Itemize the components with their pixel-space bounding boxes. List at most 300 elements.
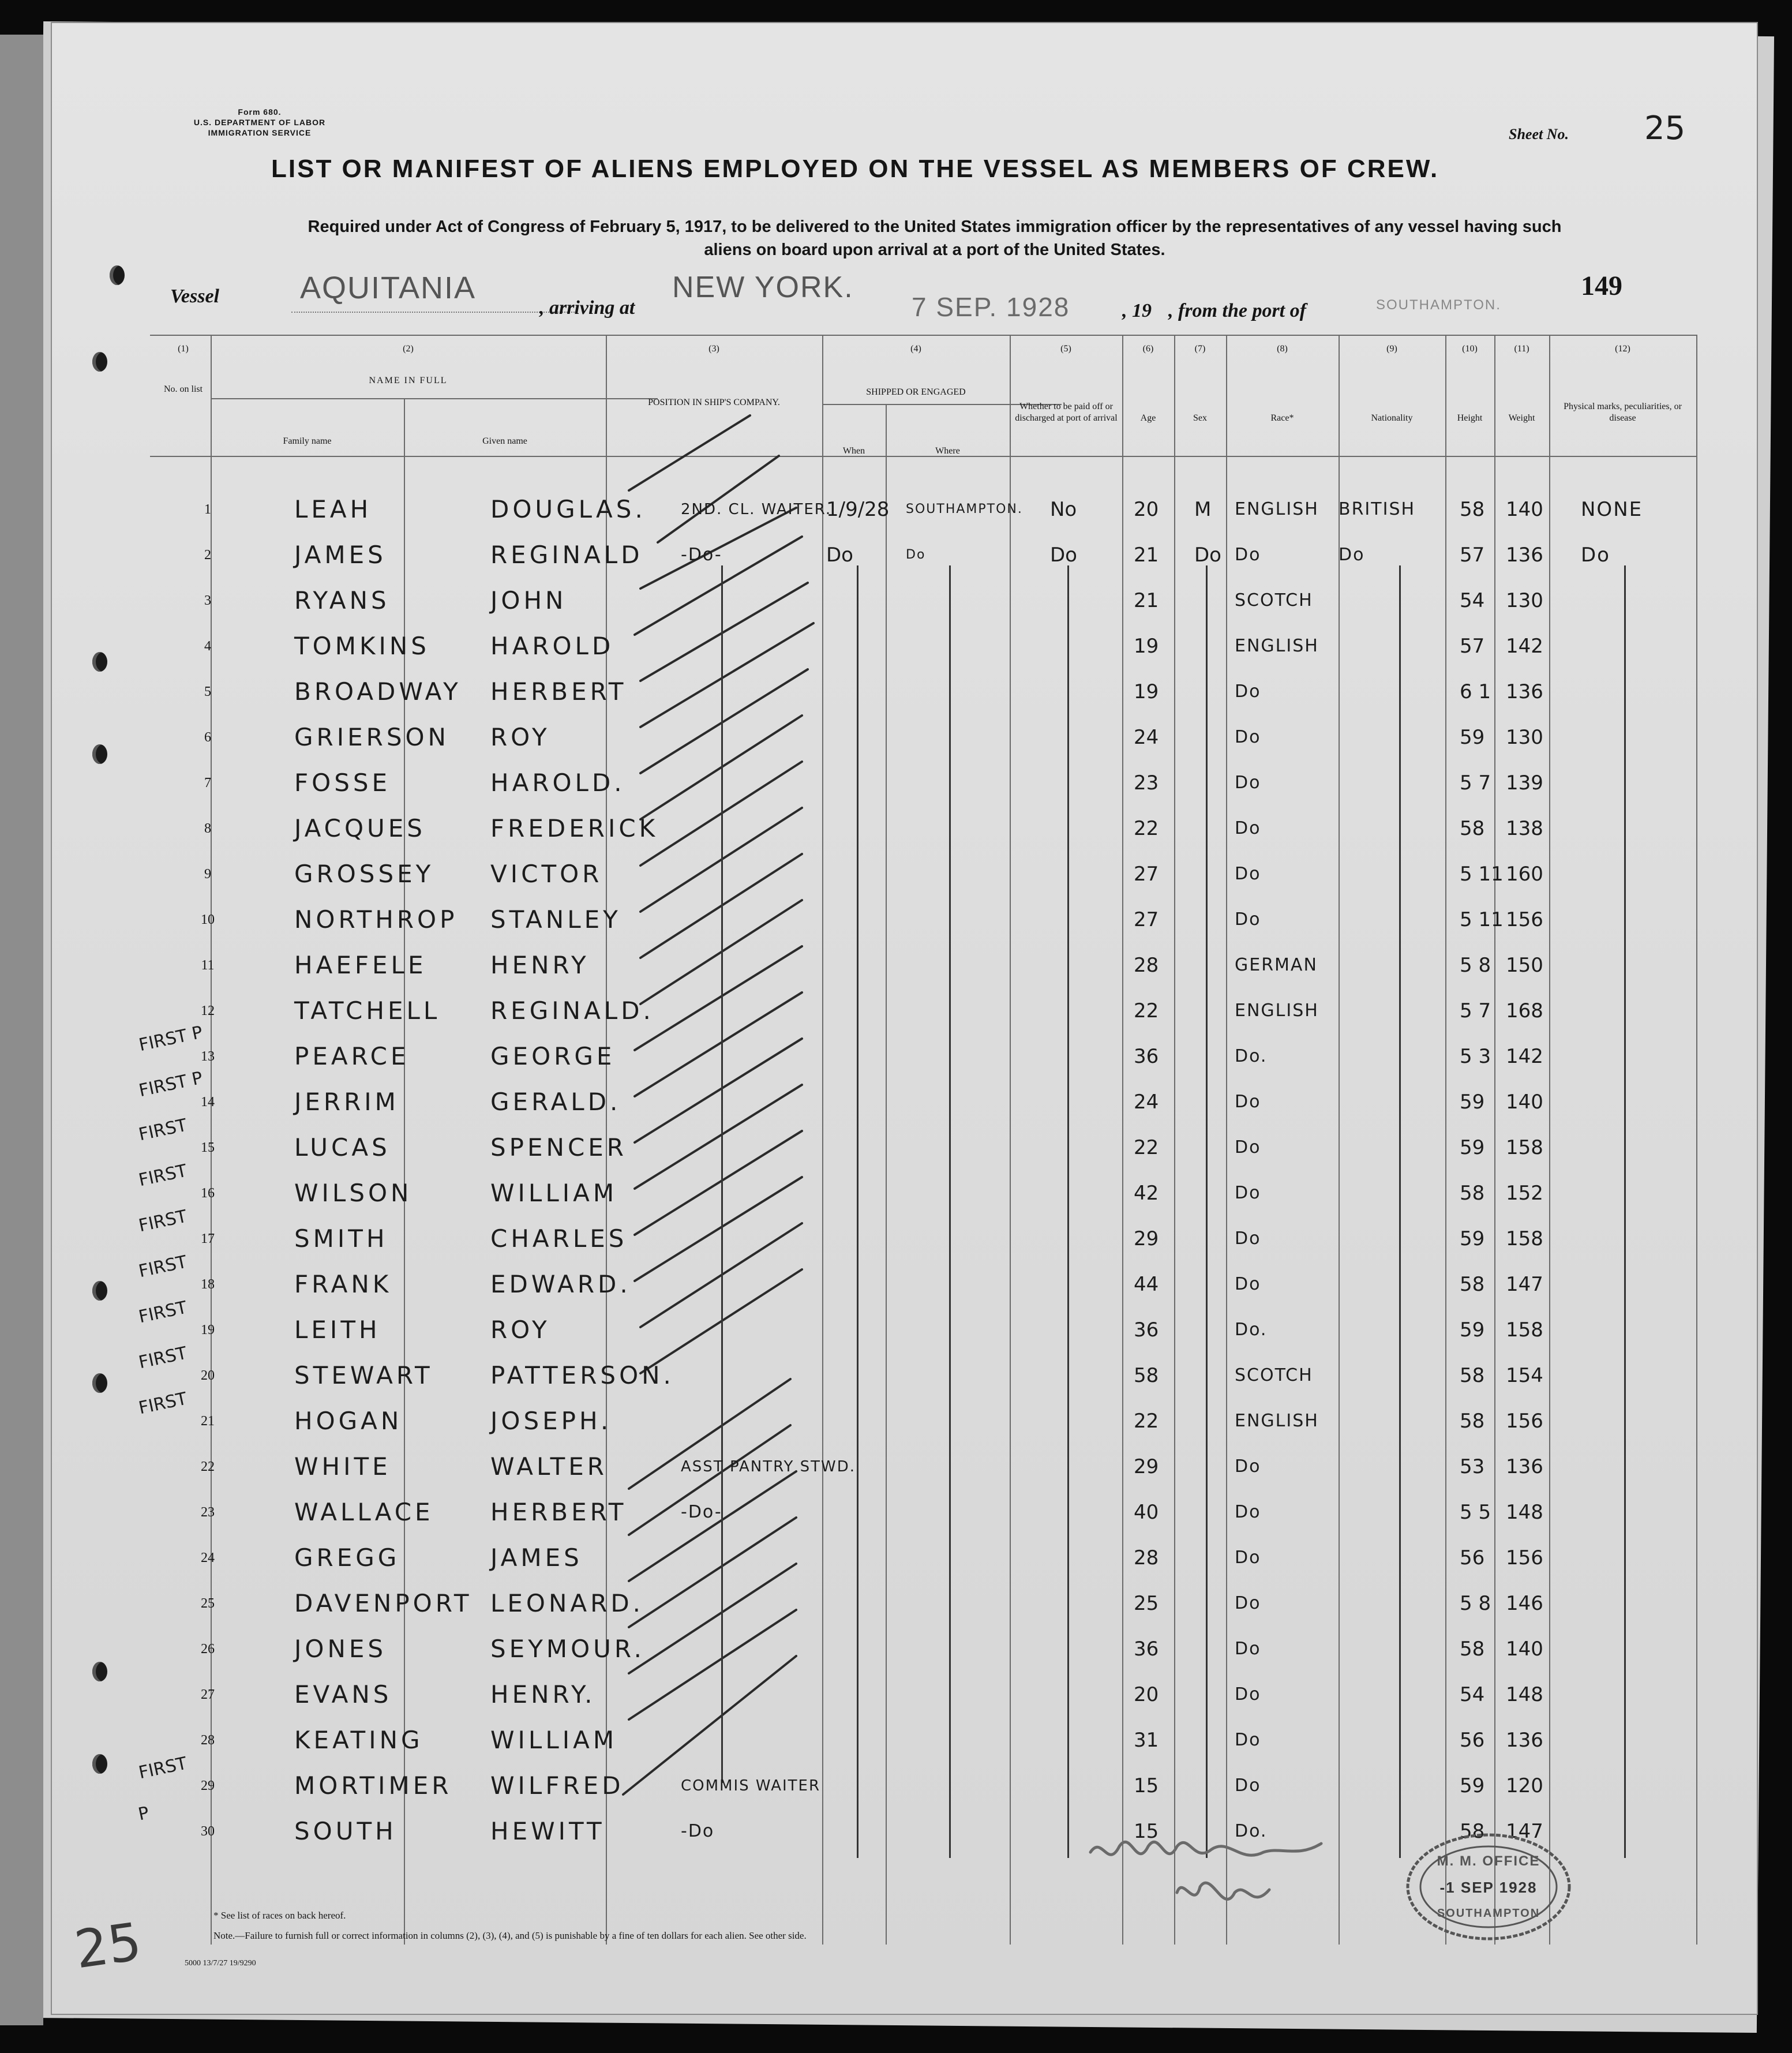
col11-label: Weight	[1508, 413, 1535, 423]
weight: 150	[1506, 954, 1543, 977]
family-name: RYANS	[294, 586, 390, 615]
footnote-penalty: Note.—Failure to furnish full or correct information in columns (2), (3), (4), and (5) is punishable by a fine of ten dollars for each alien. See other side.	[213, 1930, 807, 1941]
col8-number: (8)	[1277, 344, 1288, 354]
family-name: JERRIM	[294, 1088, 399, 1116]
row-number: 24	[201, 1550, 215, 1565]
height: 5 8	[1460, 1592, 1491, 1615]
col7-label: Sex	[1193, 413, 1207, 423]
col4-when-label: When	[842, 446, 865, 456]
shipped-when: Do	[826, 544, 853, 567]
family-name: HOGAN	[294, 1407, 403, 1435]
family-name: FOSSE	[294, 769, 391, 797]
height: 59	[1460, 1774, 1485, 1797]
height: 5 11	[1460, 908, 1504, 931]
race: Do	[1235, 1092, 1261, 1112]
col3-number: (3)	[708, 344, 719, 354]
height: 58	[1460, 1820, 1485, 1843]
table-row	[52, 1171, 1757, 1215]
race: Do	[1235, 727, 1261, 747]
age: 31	[1134, 1729, 1159, 1752]
table-row	[52, 1217, 1757, 1261]
family-name: SMITH	[294, 1224, 388, 1253]
given-name: PATTERSON.	[490, 1361, 674, 1389]
given-name: WALTER	[490, 1452, 608, 1481]
table-row	[52, 1035, 1757, 1078]
weight: 140	[1506, 1638, 1543, 1661]
age: 23	[1134, 771, 1159, 795]
row-number: 1	[204, 502, 211, 517]
race: Do	[1235, 1730, 1261, 1750]
table-row	[52, 670, 1757, 714]
row-number: 5	[204, 684, 211, 699]
family-name: HAEFELE	[294, 951, 427, 979]
weight: 120	[1506, 1774, 1543, 1797]
height: 57	[1460, 544, 1485, 567]
height: 56	[1460, 1729, 1485, 1752]
table-row	[52, 1445, 1757, 1489]
table-row	[52, 533, 1757, 577]
table-top-rule	[150, 335, 1696, 336]
weight: 136	[1506, 1455, 1543, 1478]
sex: Do	[1194, 544, 1221, 567]
col12-label: Physical marks, peculiarities, or disease	[1564, 402, 1682, 423]
inspector-signature	[1079, 1829, 1379, 1939]
weight: 139	[1506, 771, 1543, 795]
margin-note: FIRST	[137, 1388, 189, 1419]
weight: 130	[1506, 726, 1543, 749]
col9-number: (9)	[1386, 344, 1397, 354]
position: 2ND. CL. WAITER.	[681, 501, 832, 518]
position: ASST PANTRY STWD.	[681, 1458, 856, 1475]
race: ENGLISH	[1235, 1411, 1319, 1431]
given-name: HENRY.	[490, 1680, 596, 1709]
col4-where-label: Where	[935, 446, 960, 456]
weight: 130	[1506, 589, 1543, 612]
row-number: 8	[204, 821, 211, 836]
position: -Do-	[681, 1502, 722, 1522]
row-number: 19	[201, 1323, 215, 1338]
col9-label: Nationality	[1371, 413, 1413, 423]
age: 22	[1134, 817, 1159, 840]
height: 59	[1460, 1091, 1485, 1114]
weight: 146	[1506, 1592, 1543, 1615]
office-stamp	[1402, 1829, 1575, 1945]
given-name: GERALD.	[490, 1088, 621, 1116]
table-row	[52, 1536, 1757, 1580]
stamp-date: -1 SEP 1928	[1439, 1879, 1538, 1896]
race: SCOTCH	[1235, 1365, 1313, 1385]
page-number: 149	[1581, 271, 1622, 301]
col2-label: NAME IN FULL	[369, 376, 448, 385]
paid-off: Do	[1050, 544, 1077, 567]
race: Do	[1235, 1456, 1261, 1477]
age: 42	[1134, 1182, 1159, 1205]
table-row	[52, 943, 1757, 987]
race: Do	[1235, 864, 1261, 884]
stamp-location: SOUTHAMPTON	[1437, 1907, 1540, 1920]
col10-label: Height	[1457, 413, 1483, 423]
table-row	[52, 1627, 1757, 1671]
weight: 158	[1506, 1136, 1543, 1159]
given-name: WILLIAM	[490, 1179, 618, 1207]
margin-note: FIRST	[137, 1297, 189, 1328]
height: 58	[1460, 498, 1485, 521]
age: 21	[1134, 544, 1159, 567]
age: 19	[1134, 680, 1159, 703]
weight: 152	[1506, 1182, 1543, 1205]
col12-number: (12)	[1615, 344, 1630, 354]
family-name: GROSSEY	[294, 860, 434, 888]
margin-note: FIRST	[137, 1252, 189, 1282]
given-name: JAMES	[490, 1544, 583, 1572]
slash-mark	[629, 415, 750, 490]
given-name: HAROLD	[490, 632, 614, 660]
height: 5 7	[1460, 771, 1491, 795]
weight: 168	[1506, 999, 1543, 1022]
col6-number: (6)	[1142, 344, 1154, 354]
weight: 142	[1506, 635, 1543, 658]
row-number: 18	[201, 1277, 215, 1292]
service-name: IMMIGRATION SERVICE	[208, 128, 312, 137]
form-header	[185, 107, 335, 138]
race: ENGLISH	[1235, 1001, 1319, 1021]
table-row	[52, 852, 1757, 896]
family-name: LEAH	[294, 495, 372, 523]
age: 29	[1134, 1227, 1159, 1250]
family-name: JAMES	[294, 541, 387, 569]
given-name: HERBERT	[490, 677, 627, 706]
vessel-name: AQUITANIA	[300, 271, 477, 305]
position: -Do-	[681, 545, 722, 565]
family-name: PEARCE	[294, 1042, 410, 1070]
table-row	[52, 1354, 1757, 1398]
row-number: 4	[204, 639, 211, 654]
given-name: HEWITT	[490, 1817, 605, 1845]
paid-off: No	[1050, 498, 1077, 521]
age: 15	[1134, 1774, 1159, 1797]
weight: 136	[1506, 544, 1543, 567]
age: 20	[1134, 1683, 1159, 1706]
given-name: HERBERT	[490, 1498, 627, 1526]
given-name: HAROLD.	[490, 769, 625, 797]
table-row	[52, 1399, 1757, 1443]
age: 58	[1134, 1364, 1159, 1387]
punch-hole	[92, 352, 107, 372]
given-name: EDWARD.	[490, 1270, 631, 1298]
family-name: GRIERSON	[294, 723, 449, 751]
height: 58	[1460, 1273, 1485, 1296]
race: Do	[1235, 681, 1261, 702]
age: 27	[1134, 908, 1159, 931]
row-number: 15	[201, 1140, 215, 1155]
family-name: TOMKINS	[294, 632, 430, 660]
height: 56	[1460, 1546, 1485, 1569]
height: 59	[1460, 1136, 1485, 1159]
row-number: 12	[201, 1003, 215, 1018]
given-name: WILFRED	[490, 1771, 624, 1800]
row-number: 13	[201, 1049, 215, 1064]
height: 58	[1460, 1638, 1485, 1661]
from-port-label: , from the port of	[1168, 300, 1306, 321]
table-row	[52, 761, 1757, 805]
weight: 156	[1506, 1546, 1543, 1569]
col1-label: No. on list	[163, 384, 203, 394]
race: Do.	[1235, 1046, 1268, 1066]
height: 5 8	[1460, 954, 1491, 977]
weight: 147	[1506, 1820, 1543, 1843]
race: Do	[1235, 1502, 1261, 1522]
weight: 138	[1506, 817, 1543, 840]
race: Do	[1235, 1639, 1261, 1659]
race: Do	[1235, 1228, 1261, 1249]
given-name: FREDERICK	[490, 814, 659, 842]
col10-number: (10)	[1462, 344, 1478, 354]
weight: 158	[1506, 1318, 1543, 1342]
height: 58	[1460, 817, 1485, 840]
sheet-label: Sheet No.	[1509, 126, 1569, 143]
position: -Do	[681, 1821, 715, 1841]
col11-number: (11)	[1514, 344, 1529, 354]
age: 21	[1134, 589, 1159, 612]
race: Do	[1235, 1183, 1261, 1203]
race: GERMAN	[1235, 955, 1318, 975]
height: 5 5	[1460, 1501, 1491, 1524]
family-name: STEWART	[294, 1361, 433, 1389]
weight: 147	[1506, 1273, 1543, 1296]
sex: M	[1194, 498, 1212, 521]
race: Do	[1235, 1775, 1261, 1796]
race: Do	[1235, 1593, 1261, 1613]
given-name: SPENCER	[490, 1133, 627, 1162]
race: Do	[1235, 1137, 1261, 1157]
given-name: ROY	[490, 1316, 550, 1344]
family-name: GREGG	[294, 1544, 400, 1572]
race: Do.	[1235, 1320, 1268, 1340]
row-number: 23	[201, 1505, 215, 1520]
family-name: DAVENPORT	[294, 1589, 473, 1617]
given-name: ROY	[490, 723, 550, 751]
race: Do	[1235, 1548, 1261, 1568]
height: 57	[1460, 635, 1485, 658]
race: Do	[1235, 818, 1261, 838]
given-name: HENRY	[490, 951, 590, 979]
row-number: 28	[201, 1733, 215, 1748]
given-name: LEONARD.	[490, 1589, 644, 1617]
height: 53	[1460, 1455, 1485, 1478]
table-row	[52, 989, 1757, 1033]
row-number: 9	[204, 867, 211, 882]
year-label: , 19	[1122, 300, 1152, 321]
punch-hole	[110, 265, 125, 285]
table-row	[52, 579, 1757, 623]
given-name: JOSEPH.	[490, 1407, 612, 1435]
height: 59	[1460, 1318, 1485, 1342]
corner-number: 25	[71, 1911, 145, 1981]
table-row	[52, 1673, 1757, 1717]
table-row	[52, 715, 1757, 759]
family-name: BROADWAY	[294, 677, 462, 706]
family-name: FRANK	[294, 1270, 392, 1298]
margin-note: FIRST	[137, 1115, 189, 1145]
height: 58	[1460, 1410, 1485, 1433]
age: 29	[1134, 1455, 1159, 1478]
col5-number: (5)	[1060, 344, 1071, 354]
from-port: SOUTHAMPTON.	[1376, 297, 1501, 313]
row-number: 30	[201, 1824, 215, 1839]
given-name: CHARLES	[490, 1224, 628, 1253]
page-title: LIST OR MANIFEST OF ALIENS EMPLOYED ON THE VESSEL AS MEMBERS OF CREW.	[271, 155, 1439, 183]
weight: 160	[1506, 863, 1543, 886]
row-number: 25	[201, 1596, 215, 1611]
weight: 136	[1506, 680, 1543, 703]
given-name: GEORGE	[490, 1042, 616, 1070]
race: Do.	[1235, 1821, 1268, 1841]
col5-label: Whether to be paid off or discharged at port of arrival	[1015, 402, 1118, 423]
age: 44	[1134, 1273, 1159, 1296]
table-row	[52, 624, 1757, 668]
physical-marks: NONE	[1581, 498, 1643, 521]
age: 36	[1134, 1318, 1159, 1342]
family-name: LEITH	[294, 1316, 381, 1344]
age: 22	[1134, 1410, 1159, 1433]
age: 24	[1134, 726, 1159, 749]
shipped-where: Do	[906, 548, 926, 562]
left-edge-strip	[0, 35, 43, 2025]
physical-marks: Do	[1581, 544, 1610, 567]
required-line-2: aliens on board upon arrival at a port of the United States.	[704, 241, 1165, 259]
sheet-number: 25	[1644, 110, 1686, 147]
family-name: NORTHROP	[294, 905, 458, 934]
margin-note: P	[136, 1803, 151, 1825]
margin-note: FIRST	[137, 1753, 189, 1784]
age: 28	[1134, 954, 1159, 977]
row-number: 10	[201, 912, 215, 927]
height: 59	[1460, 1227, 1485, 1250]
col2-number: (2)	[403, 344, 414, 354]
given-name: VICTOR	[490, 860, 603, 888]
row-number: 2	[204, 548, 211, 563]
table-row	[52, 1080, 1757, 1124]
family-name: MORTIMER	[294, 1771, 452, 1800]
family-name: JACQUES	[294, 814, 426, 842]
height: 58	[1460, 1182, 1485, 1205]
age: 20	[1134, 498, 1159, 521]
weight: 142	[1506, 1045, 1543, 1068]
row-number: 26	[201, 1642, 215, 1657]
family-name: TATCHELL	[294, 996, 441, 1025]
given-name: STANLEY	[490, 905, 621, 934]
table-row	[52, 1308, 1757, 1352]
row-number: 14	[201, 1095, 215, 1110]
table-row	[52, 1126, 1757, 1170]
required-line-1: Required under Act of Congress of February 5, 1917, to be delivered to the United States immigration officer by the representatives of any vessel having such	[308, 218, 1562, 236]
table-row	[52, 1262, 1757, 1306]
race: SCOTCH	[1235, 590, 1313, 610]
family-name: WALLACE	[294, 1498, 434, 1526]
age: 28	[1134, 1546, 1159, 1569]
weight: 148	[1506, 1683, 1543, 1706]
row-number: 6	[204, 730, 211, 745]
col8-label: Race*	[1270, 413, 1294, 423]
race: Do	[1235, 773, 1261, 793]
height: 6 1	[1460, 680, 1491, 703]
row-number: 11	[201, 958, 215, 973]
table-row	[52, 1490, 1757, 1534]
age: 22	[1134, 999, 1159, 1022]
height: 54	[1460, 589, 1485, 612]
col7-number: (7)	[1194, 344, 1206, 354]
nationality: BRITISH	[1339, 499, 1416, 519]
table-row	[52, 1764, 1757, 1808]
position: COMMIS WAITER	[681, 1777, 821, 1794]
row-number: 20	[201, 1368, 215, 1383]
name-subhead-rule	[211, 398, 658, 399]
given-name: DOUGLAS.	[490, 495, 646, 523]
family-name: JONES	[294, 1635, 387, 1663]
height: 5 3	[1460, 1045, 1491, 1068]
table-row	[52, 488, 1757, 531]
footnote-races: * See list of races on back hereof.	[213, 1910, 346, 1921]
height: 5 11	[1460, 863, 1504, 886]
family-name: WHITE	[294, 1452, 391, 1481]
margin-note: FIRST P	[137, 1067, 205, 1102]
family-name: EVANS	[294, 1680, 392, 1709]
col1-number: (1)	[178, 344, 189, 354]
weight: 158	[1506, 1227, 1543, 1250]
col6-label: Age	[1140, 413, 1156, 423]
age: 27	[1134, 863, 1159, 886]
row-number: 29	[201, 1778, 215, 1793]
race: ENGLISH	[1235, 499, 1319, 519]
race: Do	[1235, 909, 1261, 930]
shipped-when: 1/9/28	[826, 498, 890, 521]
race: Do	[1235, 545, 1261, 565]
table-row	[52, 898, 1757, 942]
margin-note: FIRST	[137, 1343, 189, 1373]
weight: 140	[1506, 498, 1543, 521]
margin-note: FIRST	[137, 1206, 189, 1237]
race: Do	[1235, 1274, 1261, 1294]
col4-number: (4)	[910, 344, 921, 354]
vessel-label: Vessel	[170, 286, 219, 307]
nationality: Do	[1339, 545, 1365, 565]
arriving-port: NEW YORK.	[672, 271, 854, 304]
age: 36	[1134, 1638, 1159, 1661]
print-code: 5000 13/7/27 19/9290	[185, 1959, 256, 1968]
row-number: 16	[201, 1186, 215, 1201]
height: 5 7	[1460, 999, 1491, 1022]
age: 40	[1134, 1501, 1159, 1524]
age: 24	[1134, 1091, 1159, 1114]
margin-note: FIRST P	[137, 1022, 205, 1056]
weight: 154	[1506, 1364, 1543, 1387]
family-name: WILSON	[294, 1179, 413, 1207]
col2-family-label: Family name	[283, 436, 332, 446]
shipped-where: SOUTHAMPTON.	[906, 502, 1023, 516]
race: ENGLISH	[1235, 636, 1319, 656]
col4-label: SHIPPED OR ENGAGED	[866, 387, 966, 397]
age: 25	[1134, 1592, 1159, 1615]
family-name: KEATING	[294, 1726, 423, 1754]
weight: 156	[1506, 908, 1543, 931]
height: 54	[1460, 1683, 1485, 1706]
row-number: 22	[201, 1459, 215, 1474]
given-name: REGINALD.	[490, 996, 654, 1025]
family-name: SOUTH	[294, 1817, 397, 1845]
given-name: SEYMOUR.	[490, 1635, 645, 1663]
margin-note: FIRST	[137, 1160, 189, 1191]
given-name: JOHN	[490, 586, 567, 615]
